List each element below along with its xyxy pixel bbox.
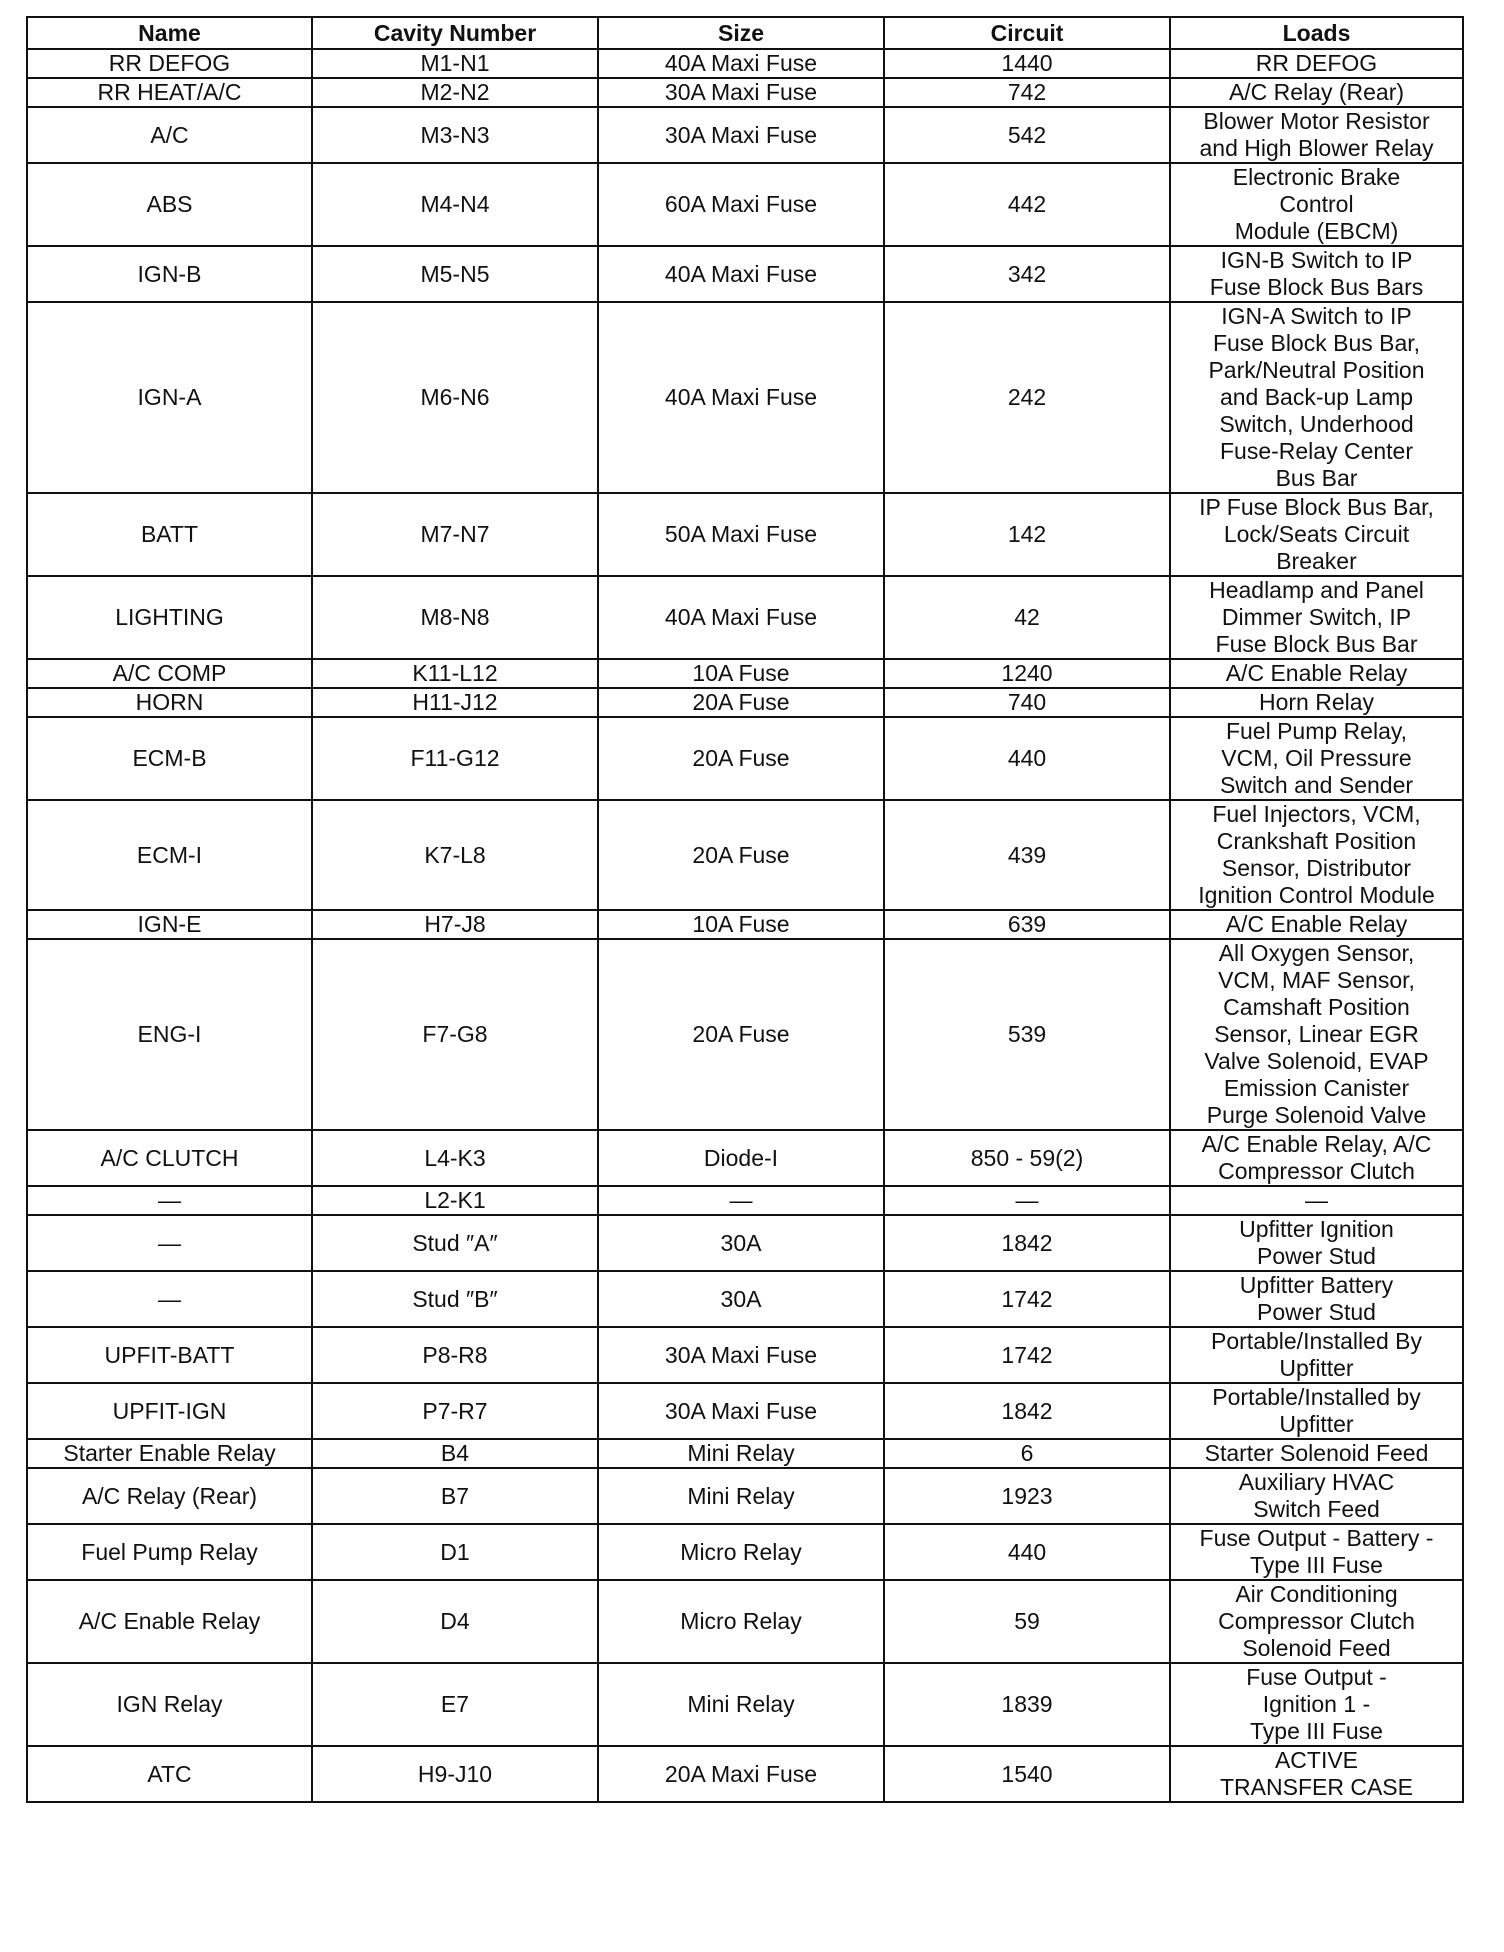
cell-cavity-number: K7-L8 bbox=[312, 800, 598, 910]
cell-name: LIGHTING bbox=[27, 576, 312, 659]
cell-cavity-number: E7 bbox=[312, 1663, 598, 1746]
table-row bbox=[27, 246, 1463, 302]
cell-size: Mini Relay bbox=[598, 1439, 884, 1468]
cell-cavity-number: P8-R8 bbox=[312, 1327, 598, 1383]
cell-loads: Auxiliary HVAC Switch Feed bbox=[1170, 1468, 1463, 1524]
cell-loads: Fuse Output - Ignition 1 - Type III Fuse bbox=[1170, 1663, 1463, 1746]
cell-name: IGN-A bbox=[27, 302, 312, 493]
cell-cavity-number: K11-L12 bbox=[312, 659, 598, 688]
cell-name: ATC bbox=[27, 1746, 312, 1802]
table-row bbox=[27, 576, 1463, 659]
cell-circuit: 1240 bbox=[884, 659, 1170, 688]
cell-circuit: 442 bbox=[884, 163, 1170, 246]
cell-cavity-number: M3-N3 bbox=[312, 107, 598, 163]
cell-loads: IP Fuse Block Bus Bar, Lock/Seats Circuit Breaker bbox=[1170, 493, 1463, 576]
cell-name: UPFIT-IGN bbox=[27, 1383, 312, 1439]
cell-loads: A/C Enable Relay, A/C Compressor Clutch bbox=[1170, 1130, 1463, 1186]
cell-name: — bbox=[27, 1186, 312, 1215]
cell-name: IGN-B bbox=[27, 246, 312, 302]
cell-name: UPFIT-BATT bbox=[27, 1327, 312, 1383]
cell-circuit: 440 bbox=[884, 1524, 1170, 1580]
fuse-relay-table bbox=[26, 16, 1464, 1803]
cell-size: Mini Relay bbox=[598, 1468, 884, 1524]
cell-name: HORN bbox=[27, 688, 312, 717]
cell-cavity-number: F7-G8 bbox=[312, 939, 598, 1130]
cell-name: A/C bbox=[27, 107, 312, 163]
cell-loads: A/C Enable Relay bbox=[1170, 910, 1463, 939]
cell-size: Micro Relay bbox=[598, 1524, 884, 1580]
cell-loads: — bbox=[1170, 1186, 1463, 1215]
table-row bbox=[27, 1215, 1463, 1271]
table-row bbox=[27, 1271, 1463, 1327]
cell-name: IGN-E bbox=[27, 910, 312, 939]
cell-cavity-number: D4 bbox=[312, 1580, 598, 1663]
cell-loads: RR DEFOG bbox=[1170, 49, 1463, 78]
cell-circuit: 242 bbox=[884, 302, 1170, 493]
cell-circuit: 1842 bbox=[884, 1383, 1170, 1439]
cell-circuit: 1440 bbox=[884, 49, 1170, 78]
cell-circuit: 740 bbox=[884, 688, 1170, 717]
cell-loads: Portable/Installed By Upfitter bbox=[1170, 1327, 1463, 1383]
column-header-cavity-number: Cavity Number bbox=[312, 17, 598, 49]
column-header-size: Size bbox=[598, 17, 884, 49]
table-row bbox=[27, 1130, 1463, 1186]
cell-cavity-number: Stud ″B″ bbox=[312, 1271, 598, 1327]
cell-cavity-number: P7-R7 bbox=[312, 1383, 598, 1439]
cell-name: IGN Relay bbox=[27, 1663, 312, 1746]
table-row bbox=[27, 939, 1463, 1130]
table-row bbox=[27, 1327, 1463, 1383]
cell-size: 60A Maxi Fuse bbox=[598, 163, 884, 246]
cell-circuit: 1842 bbox=[884, 1215, 1170, 1271]
cell-loads: Air Conditioning Compressor Clutch Solenoid Feed bbox=[1170, 1580, 1463, 1663]
cell-circuit: — bbox=[884, 1186, 1170, 1215]
table-row bbox=[27, 659, 1463, 688]
table-row bbox=[27, 1439, 1463, 1468]
table-row bbox=[27, 49, 1463, 78]
cell-circuit: 639 bbox=[884, 910, 1170, 939]
cell-cavity-number: D1 bbox=[312, 1524, 598, 1580]
cell-loads: All Oxygen Sensor, VCM, MAF Sensor, Camshaft Position Sensor, Linear EGR Valve Solenoid, EVAP Emission Canister Purge Solenoid Valve bbox=[1170, 939, 1463, 1130]
cell-size: 20A Fuse bbox=[598, 939, 884, 1130]
cell-size: 30A Maxi Fuse bbox=[598, 1327, 884, 1383]
cell-size: 40A Maxi Fuse bbox=[598, 246, 884, 302]
cell-cavity-number: M4-N4 bbox=[312, 163, 598, 246]
cell-circuit: 439 bbox=[884, 800, 1170, 910]
table-row bbox=[27, 1468, 1463, 1524]
table-row bbox=[27, 1186, 1463, 1215]
cell-loads: Portable/Installed by Upfitter bbox=[1170, 1383, 1463, 1439]
cell-name: ECM-B bbox=[27, 717, 312, 800]
column-header-circuit: Circuit bbox=[884, 17, 1170, 49]
cell-loads: ACTIVE TRANSFER CASE bbox=[1170, 1746, 1463, 1802]
table-row bbox=[27, 302, 1463, 493]
cell-circuit: 440 bbox=[884, 717, 1170, 800]
cell-size: 30A Maxi Fuse bbox=[598, 107, 884, 163]
cell-size: 30A bbox=[598, 1271, 884, 1327]
table-row bbox=[27, 1524, 1463, 1580]
cell-circuit: 1742 bbox=[884, 1271, 1170, 1327]
cell-cavity-number: H9-J10 bbox=[312, 1746, 598, 1802]
cell-name: RR DEFOG bbox=[27, 49, 312, 78]
cell-size: 50A Maxi Fuse bbox=[598, 493, 884, 576]
cell-cavity-number: H11-J12 bbox=[312, 688, 598, 717]
cell-circuit: 1540 bbox=[884, 1746, 1170, 1802]
table-row bbox=[27, 910, 1463, 939]
cell-name: Fuel Pump Relay bbox=[27, 1524, 312, 1580]
cell-cavity-number: M5-N5 bbox=[312, 246, 598, 302]
cell-name: — bbox=[27, 1271, 312, 1327]
cell-name: ABS bbox=[27, 163, 312, 246]
cell-loads: Electronic Brake Control Module (EBCM) bbox=[1170, 163, 1463, 246]
cell-loads: Starter Solenoid Feed bbox=[1170, 1439, 1463, 1468]
cell-loads: A/C Enable Relay bbox=[1170, 659, 1463, 688]
column-header-name: Name bbox=[27, 17, 312, 49]
table-row bbox=[27, 107, 1463, 163]
cell-name: — bbox=[27, 1215, 312, 1271]
cell-circuit: 6 bbox=[884, 1439, 1170, 1468]
cell-name: BATT bbox=[27, 493, 312, 576]
cell-circuit: 542 bbox=[884, 107, 1170, 163]
cell-circuit: 1742 bbox=[884, 1327, 1170, 1383]
cell-circuit: 142 bbox=[884, 493, 1170, 576]
cell-name: ENG-I bbox=[27, 939, 312, 1130]
table-row bbox=[27, 1663, 1463, 1746]
cell-circuit: 850 - 59(2) bbox=[884, 1130, 1170, 1186]
cell-size: 40A Maxi Fuse bbox=[598, 576, 884, 659]
table-row bbox=[27, 1746, 1463, 1802]
cell-cavity-number: M1-N1 bbox=[312, 49, 598, 78]
table-row bbox=[27, 1580, 1463, 1663]
cell-size: 10A Fuse bbox=[598, 910, 884, 939]
cell-cavity-number: L4-K3 bbox=[312, 1130, 598, 1186]
cell-size: Mini Relay bbox=[598, 1663, 884, 1746]
table-row bbox=[27, 493, 1463, 576]
table-row bbox=[27, 717, 1463, 800]
cell-size: 30A Maxi Fuse bbox=[598, 1383, 884, 1439]
cell-name: A/C Relay (Rear) bbox=[27, 1468, 312, 1524]
cell-cavity-number: F11-G12 bbox=[312, 717, 598, 800]
column-header-loads: Loads bbox=[1170, 17, 1463, 49]
cell-circuit: 1923 bbox=[884, 1468, 1170, 1524]
cell-size: — bbox=[598, 1186, 884, 1215]
cell-size: 20A Fuse bbox=[598, 688, 884, 717]
cell-loads: Fuel Pump Relay, VCM, Oil Pressure Switch and Sender bbox=[1170, 717, 1463, 800]
cell-cavity-number: L2-K1 bbox=[312, 1186, 598, 1215]
table-body bbox=[27, 49, 1463, 1802]
cell-size: 40A Maxi Fuse bbox=[598, 49, 884, 78]
table-row bbox=[27, 688, 1463, 717]
cell-loads: Upfitter Ignition Power Stud bbox=[1170, 1215, 1463, 1271]
cell-cavity-number: M2-N2 bbox=[312, 78, 598, 107]
cell-loads: Horn Relay bbox=[1170, 688, 1463, 717]
table-row bbox=[27, 800, 1463, 910]
cell-loads: Upfitter Battery Power Stud bbox=[1170, 1271, 1463, 1327]
cell-size: 10A Fuse bbox=[598, 659, 884, 688]
cell-cavity-number: H7-J8 bbox=[312, 910, 598, 939]
cell-circuit: 539 bbox=[884, 939, 1170, 1130]
cell-size: Micro Relay bbox=[598, 1580, 884, 1663]
cell-size: 30A bbox=[598, 1215, 884, 1271]
cell-circuit: 742 bbox=[884, 78, 1170, 107]
cell-name: ECM-I bbox=[27, 800, 312, 910]
cell-size: Diode-I bbox=[598, 1130, 884, 1186]
cell-name: A/C COMP bbox=[27, 659, 312, 688]
cell-cavity-number: M7-N7 bbox=[312, 493, 598, 576]
cell-cavity-number: B4 bbox=[312, 1439, 598, 1468]
cell-size: 20A Fuse bbox=[598, 800, 884, 910]
cell-size: 20A Fuse bbox=[598, 717, 884, 800]
cell-name: A/C CLUTCH bbox=[27, 1130, 312, 1186]
cell-size: 30A Maxi Fuse bbox=[598, 78, 884, 107]
cell-circuit: 1839 bbox=[884, 1663, 1170, 1746]
cell-name: A/C Enable Relay bbox=[27, 1580, 312, 1663]
cell-loads: IGN-A Switch to IP Fuse Block Bus Bar, Park/Neutral Position and Back-up Lamp Switch, Underhood Fuse-Relay Center Bus Bar bbox=[1170, 302, 1463, 493]
cell-name: Starter Enable Relay bbox=[27, 1439, 312, 1468]
cell-cavity-number: Stud ″A″ bbox=[312, 1215, 598, 1271]
cell-loads: A/C Relay (Rear) bbox=[1170, 78, 1463, 107]
cell-size: 40A Maxi Fuse bbox=[598, 302, 884, 493]
fuse-relay-document bbox=[26, 16, 1462, 1803]
table-row bbox=[27, 78, 1463, 107]
cell-loads: Fuse Output - Battery - Type III Fuse bbox=[1170, 1524, 1463, 1580]
cell-circuit: 342 bbox=[884, 246, 1170, 302]
cell-name: RR HEAT/A/C bbox=[27, 78, 312, 107]
cell-loads: Fuel Injectors, VCM, Crankshaft Position Sensor, Distributor Ignition Control Module bbox=[1170, 800, 1463, 910]
table-header-row bbox=[27, 17, 1463, 49]
cell-circuit: 59 bbox=[884, 1580, 1170, 1663]
cell-cavity-number: M6-N6 bbox=[312, 302, 598, 493]
table-row bbox=[27, 163, 1463, 246]
cell-loads: IGN-B Switch to IP Fuse Block Bus Bars bbox=[1170, 246, 1463, 302]
cell-loads: Headlamp and Panel Dimmer Switch, IP Fuse Block Bus Bar bbox=[1170, 576, 1463, 659]
cell-circuit: 42 bbox=[884, 576, 1170, 659]
cell-loads: Blower Motor Resistor and High Blower Relay bbox=[1170, 107, 1463, 163]
cell-cavity-number: M8-N8 bbox=[312, 576, 598, 659]
cell-cavity-number: B7 bbox=[312, 1468, 598, 1524]
cell-size: 20A Maxi Fuse bbox=[598, 1746, 884, 1802]
table-row bbox=[27, 1383, 1463, 1439]
